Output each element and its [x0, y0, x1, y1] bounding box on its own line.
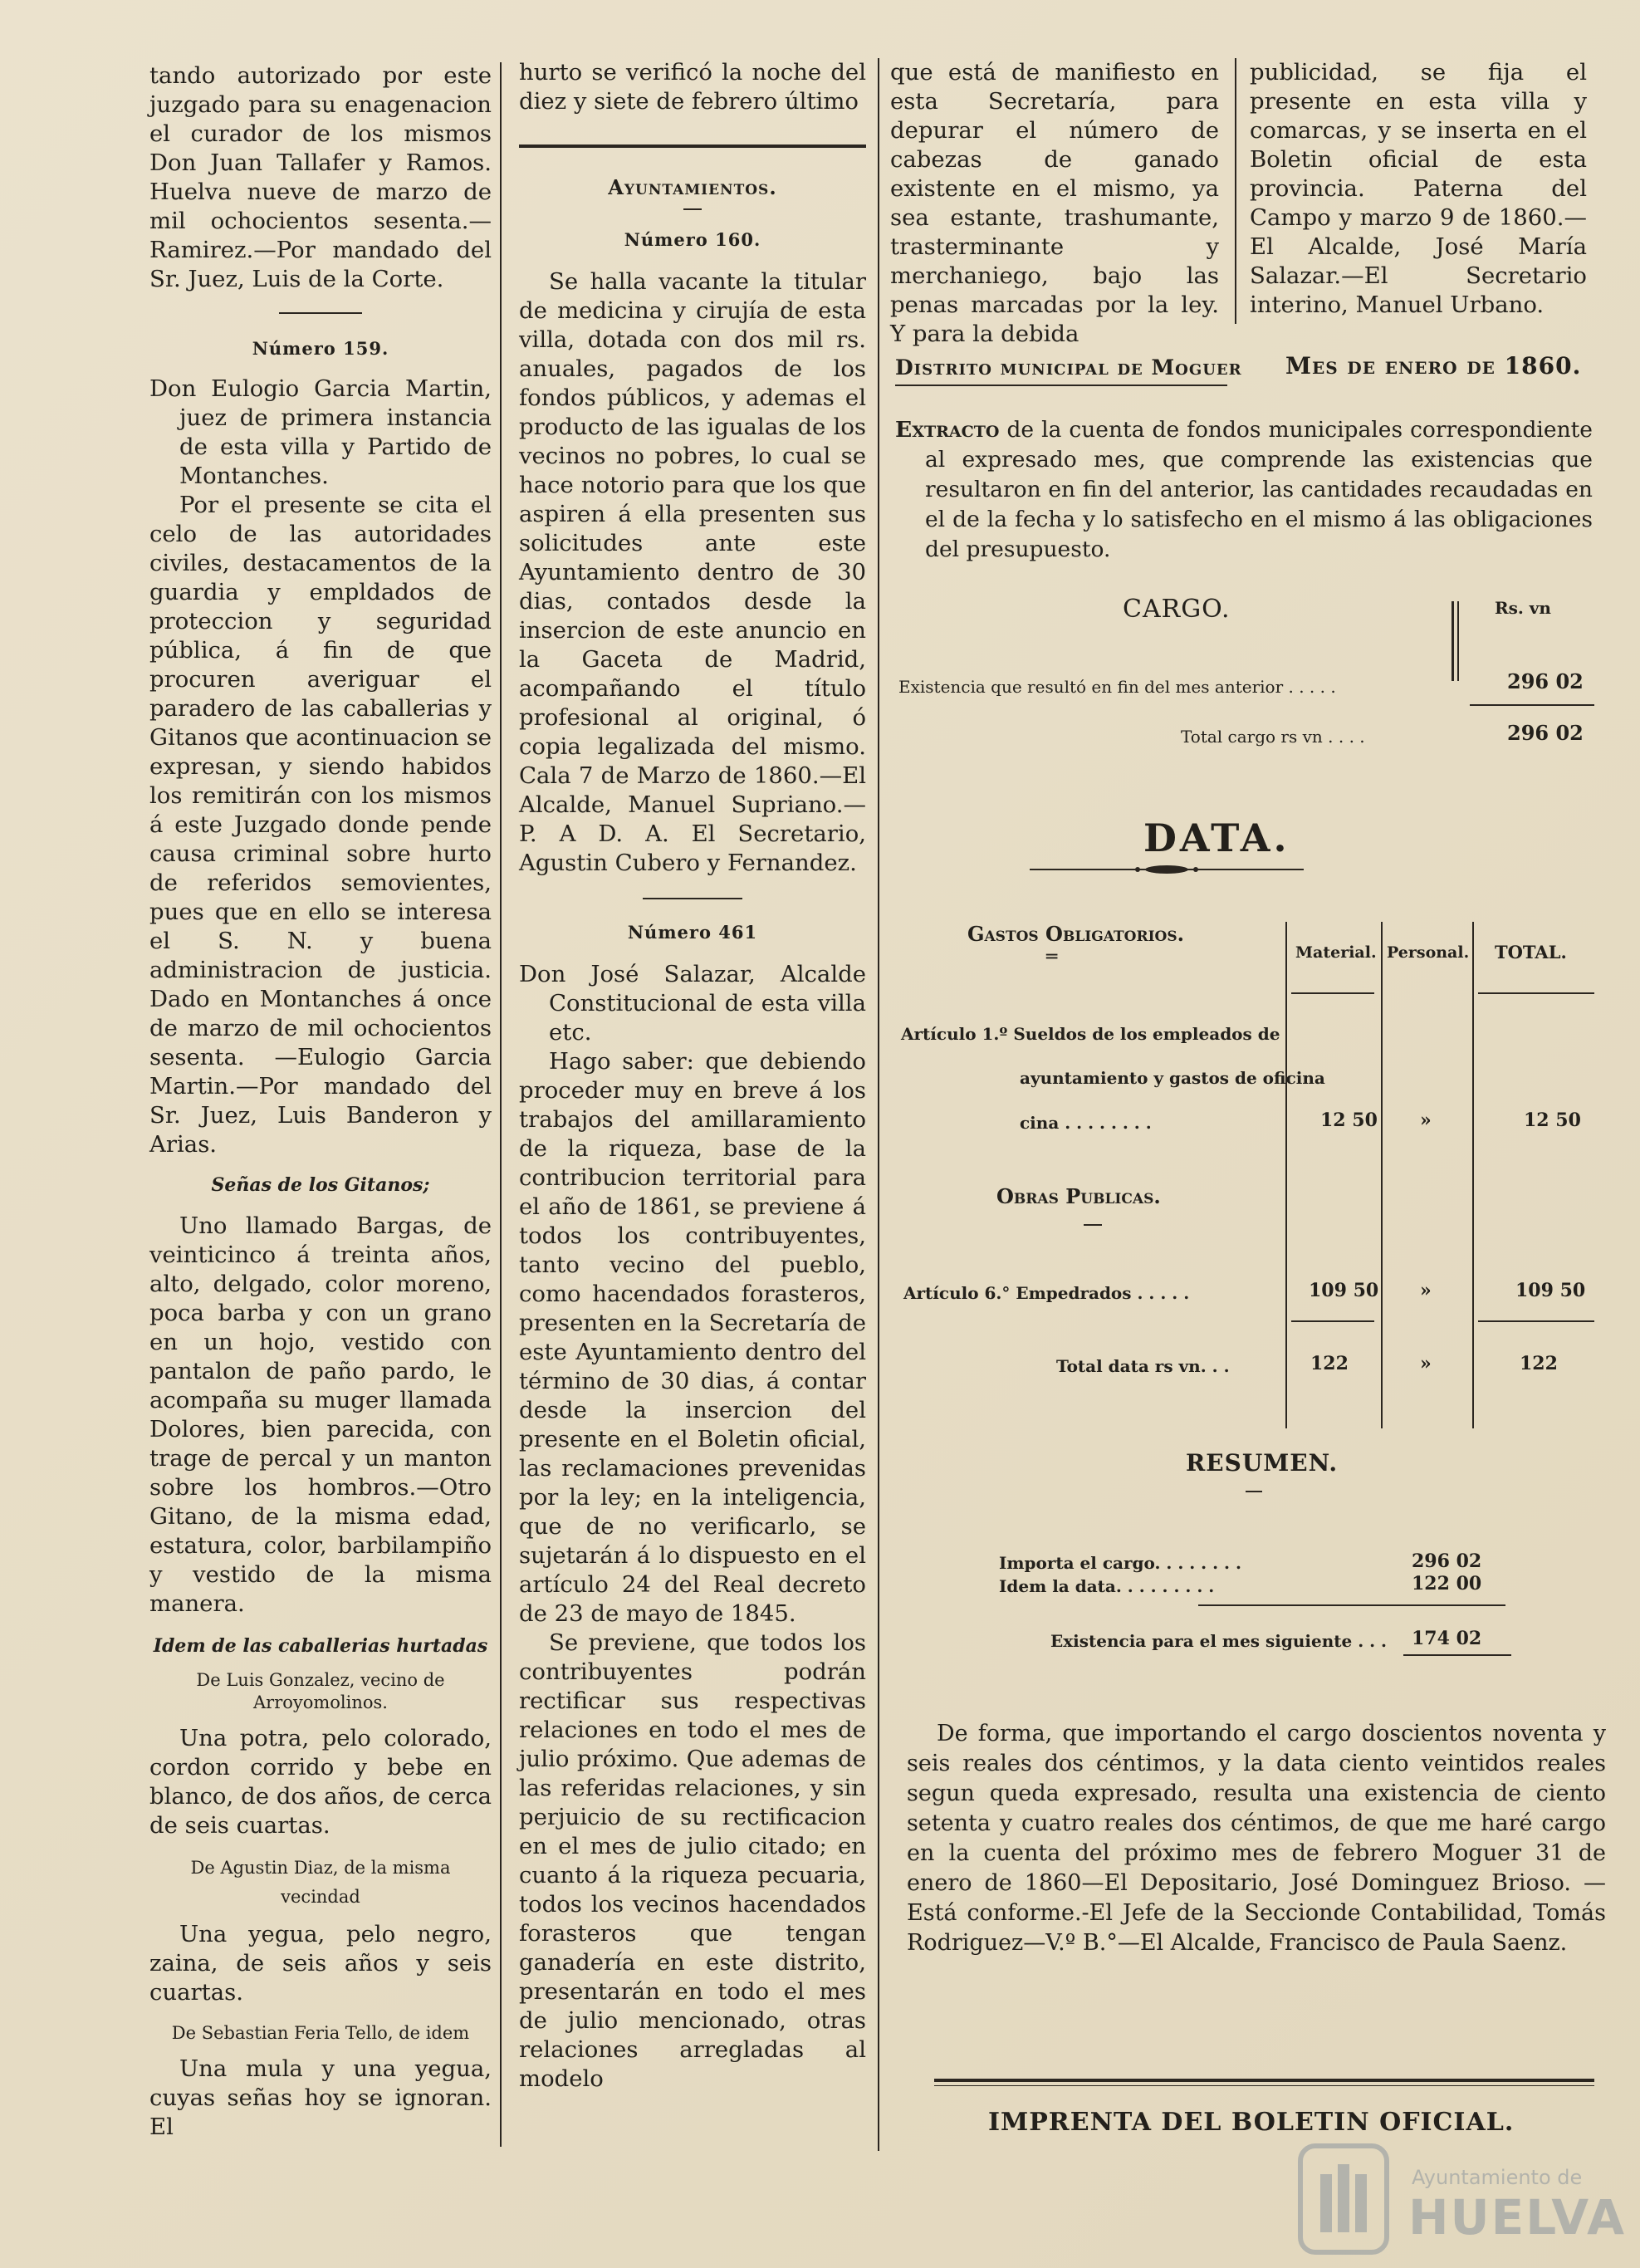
art1-material: 12 50	[1320, 1110, 1378, 1131]
mes-enero-heading: Mes de enero de 1860.	[1285, 352, 1582, 380]
extracto-paragraph	[895, 415, 1593, 565]
idem-data-value: 122 00	[1412, 1573, 1482, 1594]
cargo-heading: CARGO.	[1123, 595, 1231, 624]
closing-text: De forma, que importando el cargo doscientos noventa y seis reales dos céntimos, y la data ciento veintidos reales segun queda expresado, resulta una existencia de ciento setenta y cuatro reales dos céntimos, de que me haré cargo en la cuenta del próximo mes de febrero Moguer 31 de enero de 1860—El Depositario, José Dominguez Brioso. —Está conforme.-El Jefe de la Seccionde Contabilidad, Tomás Rodriguez—V.º B.°—El Alcalde, Francisco de Paula Saenz.	[907, 1721, 1606, 1956]
imprenta-footer: IMPRENTA DEL BOLETIN OFICIAL.	[988, 2108, 1515, 2137]
distrito-underline	[895, 385, 1227, 386]
agustin-body: Una yegua, pelo negro, zaina, de seis años y seis cuartas.	[149, 1921, 492, 2006]
number-160: Número 160.	[624, 229, 761, 250]
column-rule-1	[500, 62, 502, 2147]
total-data-personal: »	[1420, 1353, 1432, 1374]
huelva-watermark	[1294, 2141, 1627, 2257]
idem-title: Idem de las caballerias hurtadas	[153, 1635, 488, 1657]
imprenta-rule-thin	[934, 2085, 1594, 2086]
table-vrule-3	[1472, 922, 1474, 1428]
short-rule	[279, 312, 362, 314]
short-rule-2	[643, 898, 742, 899]
obras-dash	[1084, 1224, 1102, 1226]
art1-total: 12 50	[1524, 1110, 1581, 1131]
art6-material: 109 50	[1309, 1280, 1379, 1301]
sebastian-heading: De Sebastian Feria Tello, de idem	[171, 2023, 470, 2043]
imprenta-rule-thick	[934, 2079, 1594, 2082]
importa-value: 296 02	[1412, 1550, 1482, 1572]
number-461: Número 461	[627, 922, 758, 943]
thick-rule	[519, 145, 866, 148]
extracto-lead: Extracto	[895, 417, 1000, 443]
resumen-heading: RESUMEN.	[1186, 1449, 1339, 1477]
art6-total: 109 50	[1515, 1280, 1586, 1301]
col2-top-text: hurto se verificó la noche del diez y siete de febrero último	[519, 59, 866, 115]
luis-heading: De Luis Gonzalez, vecino de Arroyomolinos.	[196, 1670, 445, 1712]
existencia-siguiente-value: 174 02	[1412, 1628, 1482, 1649]
gastos-obligatorios-heading: Gastos Obligatorios.	[967, 922, 1184, 946]
p461-body-a: Hago saber: que debiendo proceder muy en breve á los trabajos del amillaramiento de la riqueza, base de la contribucion territorial para el año de 1861, se previene á todos los contribuyentes, tanto vecino del pueblo, como hacendados forasteros, presenten en la Secretaría de este Ayuntamiento dentro del término de 30 dias, á contar desde la insercion del presente en el Boletin oficial, las reclamaciones prevenidas por la ley; en la inteligencia, que de no verificarlo, se sujetarán á lo dispuesto en el artículo 24 del Real decreto de 23 de mayo de 1845.	[519, 1048, 866, 1627]
eulogio-heading: Don Eulogio Garcia Martin, juez de primera instancia de esta villa y Partido de Montanches.	[149, 375, 492, 489]
watermark-line1: Ayuntamiento de	[1412, 2166, 1583, 2189]
eulogio-body: Por el presente se cita el celo de las autoridades civiles, destacamentos de la guardia y empldados de proteccion y seguridad pública, á fin de que procuren averiguar el paradero de las caballerias y Gitanos que acontinuacion se expresan, y siendo habidos los remitirán con los mismos á este Juzgado donde pende causa criminal sobre hurto de referidos semovientes, pues que en ello se interesa el S. N. y buena administracion de justicia. Dado en Montanches á once de marzo de mil ochocientos sesenta. —Eulogio Garcia Martin.—Por mandado del Sr. Juez, Luis Banderon y Arias.	[149, 492, 492, 1158]
idem-data-label: Idem la data. . . . . . . . .	[999, 1576, 1215, 1596]
agustin-heading: De Agustin Diaz, de la misma vecindad	[190, 1858, 451, 1907]
art1-line-c: cina . . . . . . . .	[1020, 1113, 1152, 1133]
gastos-dash: ═	[1046, 947, 1058, 967]
p461-body-b: Se previene, que todos los contribuyentes podrán rectificar sus respectivas relaciones en todo el mes de julio próximo. Que ademas de las referidas relaciones, y sin perjuicio de su rectificacion en el mes de julio citado; en cuanto á la riqueza pecuaria, todos los vecinos hacendados forasteros que tengan ganadería en este distrito, presentarán en todo el mes de julio mencionado, otras relaciones arregladas al modelo	[519, 1629, 866, 2092]
ornament-rule	[1030, 864, 1304, 875]
total-cargo-label: Total cargo rs vn . . . .	[1181, 727, 1365, 747]
existencia-label: Existencia que resultó en fin del mes anterior . . . . .	[898, 677, 1336, 697]
art6-personal: »	[1420, 1280, 1432, 1301]
column-1	[149, 61, 492, 2142]
sebastian-body: Una mula y una yegua, cuyas señas hoy se ignoran. El	[149, 2055, 492, 2140]
existencia-siguiente-label: Existencia para el mes siguiente . . .	[1050, 1631, 1388, 1651]
column-3	[890, 58, 1219, 349]
cargo-rule	[1470, 704, 1594, 706]
total-data-total: 122	[1520, 1353, 1558, 1374]
section-title-ayuntamientos: Ayuntamientos.	[608, 175, 777, 199]
art1-line-a: Artículo 1.º Sueldos de los empleados de	[901, 1024, 1280, 1044]
p160-body: Se halla vacante la titular de medicina y cirujía de esta villa, dotada con dos mil rs. anuales, pagados de los fondos públicos, y ademas el producto de las igualas de los vecinos no pobres, lo cual se hace notorio para que los que aspiren á ella presenten sus solicitudes ante este Ayuntamiento dentro de 30 dias, contados desde la insercion de este anuncio en la Gaceta de Madrid, acompañando el título profesional al original, ó copia legalizada del mismo. Cala 7 de Marzo de 1860.—El Alcalde, Manuel Supriano.—P. A D. A. El Secretario, Agustin Cubero y Fernandez.	[519, 268, 866, 876]
obras-publicas-heading: Obras Publicas.	[996, 1184, 1161, 1208]
art6-label: Artículo 6.° Empedrados . . . . .	[903, 1283, 1190, 1303]
col-material-header: Material.	[1295, 943, 1377, 962]
column-rule-3	[1235, 58, 1236, 324]
col1-top-text: tando autorizado por este juzgado para su enagenacion el curador de los mismos Don Juan Tallafer y Ramos. Huelva nueve de marzo de mil ochocientos sesenta.—Ramirez.—Por mandado del Sr. Juez, Luis de la Corte.	[149, 62, 492, 292]
senas-title: Señas de los Gitanos;	[211, 1174, 430, 1196]
cargo-vrule	[1452, 601, 1454, 681]
number-159: Número 159.	[252, 338, 389, 359]
totals-rule-3	[1478, 1320, 1594, 1322]
data-heading: DATA.	[1143, 816, 1290, 860]
short-dash	[683, 208, 702, 210]
header-underline-3	[1478, 992, 1594, 994]
extracto-text: de la cuenta de fondos municipales correspondiente al expresado mes, que comprende las existencias que resultaron en fin del anterior, las cantidades recaudadas en el de la fecha y lo satisfecho en el mismo á las obligaciones del presupuesto.	[925, 417, 1593, 562]
column-2	[519, 58, 866, 2094]
resumen-dash	[1246, 1491, 1262, 1492]
watermark-line2: HUELVA	[1408, 2189, 1627, 2246]
jose-heading: Don José Salazar, Alcalde Constitucional de esta villa etc.	[519, 961, 866, 1046]
senas-body: Uno llamado Bargas, de veinticinco á treinta años, alto, delgado, color moreno, poca barba y con un grano en un hojo, vestido con pantalon de paño pardo, le acompaña su muger llamada Dolores, bien parecida, con trage de percal y un manton sobre los hombros.—Otro Gitano, de la misma edad, estatura, color, barbilampiño y vestido de la misma manera.	[149, 1212, 492, 1617]
column-rule-2	[878, 58, 879, 2151]
total-data-material: 122	[1310, 1353, 1349, 1374]
distrito-moguer-heading: Distrito municipal de Moguer	[895, 355, 1242, 380]
column-4	[1250, 58, 1587, 320]
huelva-shield-icon	[1294, 2141, 1393, 2257]
existencia-underline	[1403, 1654, 1511, 1656]
col-personal-header: Personal.	[1387, 943, 1470, 962]
art1-personal: »	[1420, 1110, 1432, 1131]
luis-body: Una potra, pelo colorado, cordon corrido y bebe en blanco, de dos años, de cerca de seis cuartas.	[149, 1725, 492, 1839]
total-data-label: Total data rs vn. . .	[1056, 1356, 1230, 1376]
art1-line-b: ayuntamiento y gastos de oficina	[1020, 1068, 1325, 1088]
existencia-value: 296 02	[1507, 669, 1584, 693]
totals-rule-1	[1291, 1320, 1374, 1322]
rs-vn-label: Rs. vn	[1495, 598, 1551, 618]
col4-text: publicidad, se fija el presente en esta villa y comarcas, y se inserta en el Boletin oficial de esta provincia. Paterna del Campo y marzo 9 de 1860.—El Alcalde, José María Salazar.—El Secretario interino, Manuel Urbano.	[1250, 59, 1587, 318]
importa-label: Importa el cargo. . . . . . . .	[999, 1553, 1241, 1573]
col-total-header: TOTAL.	[1495, 942, 1567, 963]
closing-paragraph	[907, 1719, 1606, 1958]
header-underline-1	[1291, 992, 1374, 994]
col3-text: que está de manifiesto en esta Secretaría, para depurar el número de cabezas de ganado existente en el mismo, ya sea estante, trashumante, trasterminante y merchaniego, bajo las penas marcadas por la ley. Y para la debida	[890, 59, 1219, 347]
table-vrule-1	[1285, 922, 1287, 1428]
table-vrule-2	[1381, 922, 1383, 1428]
total-cargo-value: 296 02	[1507, 721, 1584, 745]
resumen-rule	[1198, 1604, 1505, 1606]
cargo-vrule-2	[1457, 601, 1459, 681]
